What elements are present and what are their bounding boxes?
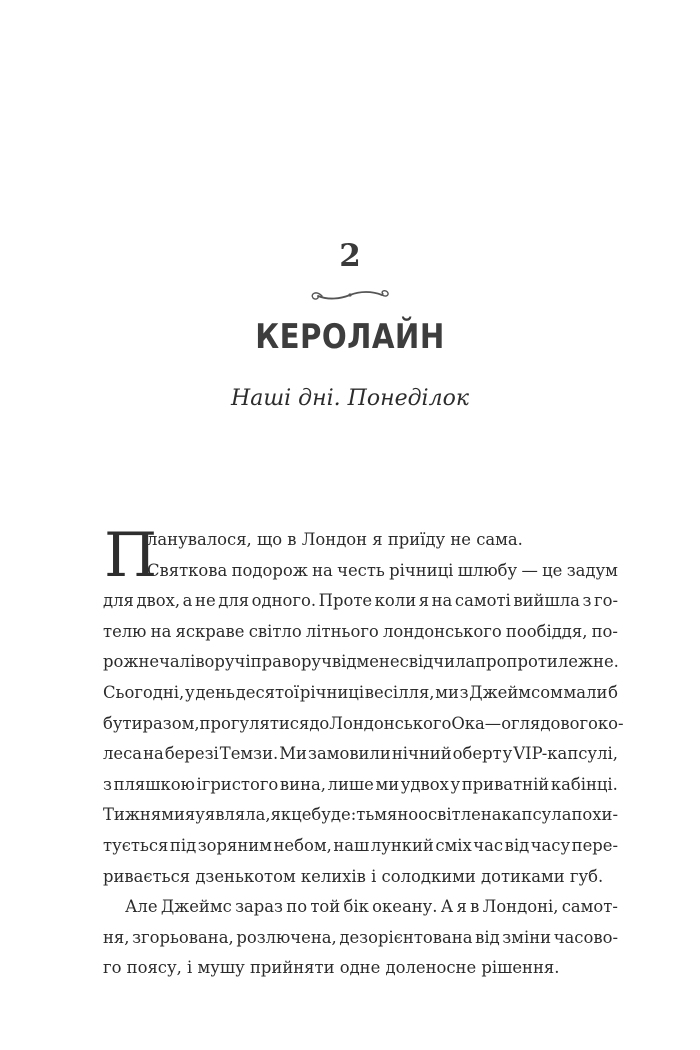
text-line: телю на яскраве світло літнього лондонського пообіддя, по- (103, 621, 618, 641)
paragraph-1 (103, 520, 624, 892)
text-line: ривається дзенькотом келихів і солодкими дотиками губ. (103, 866, 604, 886)
text-line: тується під зоряним небом, наш лункий сміх час від часу пере- (103, 835, 618, 855)
drop-cap: П (104, 520, 158, 591)
text-line: Тижнями я уявляла, як це буде: тьмяно освітлена капсула похи- (103, 805, 618, 825)
chapter-title: КЕРОЛАЙН (255, 317, 445, 357)
text-line: Але Джеймс зараз по той бік океану. А я в Лондоні, самот- (125, 897, 618, 917)
text-line: рожнеча ліворуч і праворуч від мене свідчила про протилежне. (103, 652, 619, 672)
text-line: для двох, а не для одного. Проте коли я на самоті вийшла з го- (103, 591, 618, 611)
text-line: з пляшкою ігристого вина, лише ми удвох у приватній кабінці. (103, 774, 618, 794)
text-line: ланувалося, що в Лондон я приїду не сама. (147, 530, 523, 549)
chapter-number: 2 (339, 238, 361, 274)
text-line: ня, згорьована, розлючена, дезорієнтована від зміни часово- (103, 927, 618, 947)
text-line: бути разом, прогулятися до Лондонського Ока — оглядового ко- (103, 713, 624, 733)
text-line: го поясу, і мушу прийняти одне доленосне рішення. (103, 958, 560, 978)
paragraph-2 (103, 892, 618, 984)
chapter-body (103, 520, 624, 984)
text-line: Святкова подорож на честь річниці шлюбу — це задум (147, 560, 618, 580)
chapter-subtitle: Наші дні. Понеділок (231, 386, 469, 411)
decorative-flourish-icon (308, 286, 392, 304)
text-line: леса на березі Темзи. Ми замовили нічний оберт у VIP-капсулі, (103, 744, 618, 764)
text-line: Сьогодні, у день десятої річниці весілля, ми з Джеймсом мали б (103, 682, 618, 702)
